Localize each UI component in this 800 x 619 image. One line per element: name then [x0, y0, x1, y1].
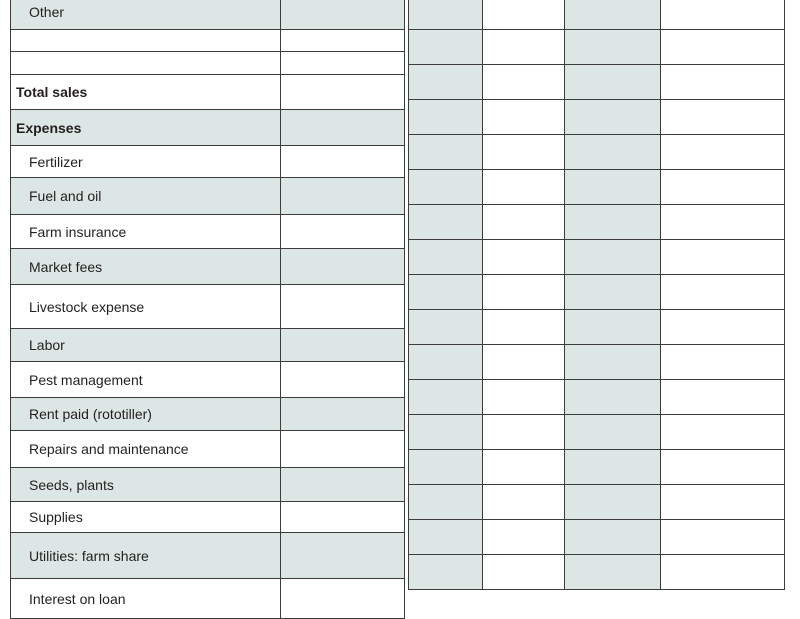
- row-label: Utilities: farm share: [11, 533, 281, 579]
- grid-cell-col-1[interactable]: [409, 380, 483, 415]
- grid-cell-col-2[interactable]: [483, 30, 565, 65]
- grid-cell-col-3[interactable]: [565, 0, 661, 30]
- amount-cell[interactable]: [281, 178, 405, 215]
- row-label: Seeds, plants: [11, 468, 281, 502]
- grid-cell-col-1[interactable]: [409, 275, 483, 310]
- grid-row: [409, 555, 785, 590]
- ledger-row-blank-2: [11, 52, 405, 75]
- grid-cell-col-1[interactable]: [409, 240, 483, 275]
- grid-row: [409, 100, 785, 135]
- ledger-row-blank-1: [11, 30, 405, 52]
- amount-cell[interactable]: [281, 110, 405, 146]
- entry-grid: [408, 0, 785, 590]
- grid-cell-col-4[interactable]: [661, 100, 785, 135]
- grid-cell-col-2[interactable]: [483, 555, 565, 590]
- amount-cell[interactable]: [281, 533, 405, 579]
- grid-cell-col-1[interactable]: [409, 555, 483, 590]
- ledger-row-supplies: [11, 502, 405, 533]
- row-label: Fertilizer: [11, 146, 281, 178]
- grid-cell-col-3[interactable]: [565, 30, 661, 65]
- grid-cell-col-1[interactable]: [409, 170, 483, 205]
- grid-row: [409, 485, 785, 520]
- grid-cell-col-1[interactable]: [409, 30, 483, 65]
- grid-cell-col-3[interactable]: [565, 100, 661, 135]
- amount-cell[interactable]: [281, 468, 405, 502]
- grid-cell-col-2[interactable]: [483, 520, 565, 555]
- ledger-row-interest-on-loan: [11, 579, 405, 619]
- grid-cell-col-3[interactable]: [565, 450, 661, 485]
- row-label[interactable]: [11, 30, 281, 52]
- grid-row: [409, 0, 785, 30]
- grid-cell-col-4[interactable]: [661, 240, 785, 275]
- amount-cell[interactable]: [281, 52, 405, 75]
- grid-cell-col-3[interactable]: [565, 310, 661, 345]
- row-label: Fuel and oil: [11, 178, 281, 215]
- ledger-body: [11, 0, 405, 619]
- amount-cell[interactable]: [281, 285, 405, 329]
- row-label: Supplies: [11, 502, 281, 533]
- row-label: Labor: [11, 329, 281, 362]
- grid-cell-col-2[interactable]: [483, 0, 565, 30]
- amount-cell[interactable]: [281, 30, 405, 52]
- amount-cell[interactable]: [281, 249, 405, 285]
- amount-cell[interactable]: [281, 362, 405, 398]
- grid-row: [409, 135, 785, 170]
- grid-cell-col-2[interactable]: [483, 170, 565, 205]
- ledger-row-livestock-expense: [11, 285, 405, 329]
- grid-cell-col-3[interactable]: [565, 240, 661, 275]
- grid-row: [409, 30, 785, 65]
- grid-cell-col-2[interactable]: [483, 135, 565, 170]
- row-label: Pest management: [11, 362, 281, 398]
- amount-cell[interactable]: [281, 146, 405, 178]
- grid-cell-col-4[interactable]: [661, 0, 785, 30]
- ledger-row-total-sales: [11, 75, 405, 110]
- ledger-row-other: [11, 0, 405, 30]
- grid-row: [409, 240, 785, 275]
- amount-cell[interactable]: [281, 431, 405, 468]
- grid-cell-col-3[interactable]: [565, 520, 661, 555]
- amount-cell[interactable]: [281, 75, 405, 110]
- grid-cell-col-4[interactable]: [661, 310, 785, 345]
- row-label: Farm insurance: [11, 215, 281, 249]
- grid-cell-col-4[interactable]: [661, 450, 785, 485]
- grid-cell-col-3[interactable]: [565, 415, 661, 450]
- grid-cell-col-3[interactable]: [565, 275, 661, 310]
- grid-cell-col-1[interactable]: [409, 0, 483, 30]
- amount-cell[interactable]: [281, 398, 405, 431]
- grid-cell-col-1[interactable]: [409, 520, 483, 555]
- row-label: Livestock expense: [11, 285, 281, 329]
- amount-cell[interactable]: [281, 579, 405, 619]
- grid-cell-col-2[interactable]: [483, 275, 565, 310]
- grid-row: [409, 450, 785, 485]
- grid-cell-col-2[interactable]: [483, 205, 565, 240]
- grid-cell-col-4[interactable]: [661, 520, 785, 555]
- grid-row: [409, 65, 785, 100]
- grid-cell-col-2[interactable]: [483, 380, 565, 415]
- amount-cell[interactable]: [281, 0, 405, 30]
- grid-cell-col-2[interactable]: [483, 415, 565, 450]
- row-label: Market fees: [11, 249, 281, 285]
- grid-cell-col-3[interactable]: [565, 485, 661, 520]
- grid-cell-col-4[interactable]: [661, 415, 785, 450]
- grid-row: [409, 345, 785, 380]
- grid-cell-col-1[interactable]: [409, 310, 483, 345]
- ledger-row-rent-paid: [11, 398, 405, 431]
- row-label: Other: [11, 0, 281, 30]
- grid-row: [409, 170, 785, 205]
- row-label: Interest on loan: [11, 579, 281, 619]
- grid-cell-col-3[interactable]: [565, 380, 661, 415]
- ledger-row-fertilizer: [11, 146, 405, 178]
- grid-cell-col-1[interactable]: [409, 485, 483, 520]
- grid-cell-col-1[interactable]: [409, 100, 483, 135]
- grid-cell-col-2[interactable]: [483, 450, 565, 485]
- ledger-row-expenses: [11, 110, 405, 146]
- grid-cell-col-1[interactable]: [409, 205, 483, 240]
- grid-row: [409, 205, 785, 240]
- grid-cell-col-1[interactable]: [409, 450, 483, 485]
- row-label: Rent paid (rototiller): [11, 398, 281, 431]
- grid-cell-col-4[interactable]: [661, 380, 785, 415]
- grid-cell-col-3[interactable]: [565, 135, 661, 170]
- grid-cell-col-4[interactable]: [661, 205, 785, 240]
- grid-cell-col-4[interactable]: [661, 275, 785, 310]
- grid-cell-col-3[interactable]: [565, 65, 661, 100]
- ledger-row-seeds-plants: [11, 468, 405, 502]
- grid-row: [409, 520, 785, 555]
- entry-grid-body: [409, 0, 785, 590]
- grid-cell-col-4[interactable]: [661, 170, 785, 205]
- ledger-row-market-fees: [11, 249, 405, 285]
- amount-cell[interactable]: [281, 502, 405, 533]
- grid-cell-col-4[interactable]: [661, 135, 785, 170]
- grid-cell-col-4[interactable]: [661, 30, 785, 65]
- grid-cell-col-2[interactable]: [483, 345, 565, 380]
- ledger-table: [10, 0, 405, 619]
- grid-cell-col-2[interactable]: [483, 240, 565, 275]
- ledger-row-utilities-farm-share: [11, 533, 405, 579]
- grid-cell-col-2[interactable]: [483, 485, 565, 520]
- grid-cell-col-2[interactable]: [483, 65, 565, 100]
- row-label[interactable]: [11, 52, 281, 75]
- row-label: Expenses: [11, 110, 281, 146]
- grid-row: [409, 380, 785, 415]
- amount-cell[interactable]: [281, 329, 405, 362]
- ledger-row-labor: [11, 329, 405, 362]
- grid-cell-col-1[interactable]: [409, 135, 483, 170]
- grid-cell-col-4[interactable]: [661, 555, 785, 590]
- grid-cell-col-4[interactable]: [661, 345, 785, 380]
- amount-cell[interactable]: [281, 215, 405, 249]
- grid-cell-col-2[interactable]: [483, 100, 565, 135]
- grid-cell-col-1[interactable]: [409, 345, 483, 380]
- grid-cell-col-1[interactable]: [409, 415, 483, 450]
- grid-cell-col-3[interactable]: [565, 170, 661, 205]
- grid-row: [409, 275, 785, 310]
- grid-cell-col-1[interactable]: [409, 65, 483, 100]
- grid-cell-col-2[interactable]: [483, 310, 565, 345]
- ledger-row-pest-management: [11, 362, 405, 398]
- ledger-row-fuel-and-oil: [11, 178, 405, 215]
- grid-cell-col-3[interactable]: [565, 345, 661, 380]
- row-label: Total sales: [11, 75, 281, 110]
- grid-row: [409, 415, 785, 450]
- ledger-row-repairs-and-maintenance: [11, 431, 405, 468]
- row-label: Repairs and maintenance: [11, 431, 281, 468]
- grid-cell-col-3[interactable]: [565, 555, 661, 590]
- grid-cell-col-4[interactable]: [661, 485, 785, 520]
- grid-cell-col-4[interactable]: [661, 65, 785, 100]
- ledger-row-farm-insurance: [11, 215, 405, 249]
- grid-cell-col-3[interactable]: [565, 205, 661, 240]
- grid-row: [409, 310, 785, 345]
